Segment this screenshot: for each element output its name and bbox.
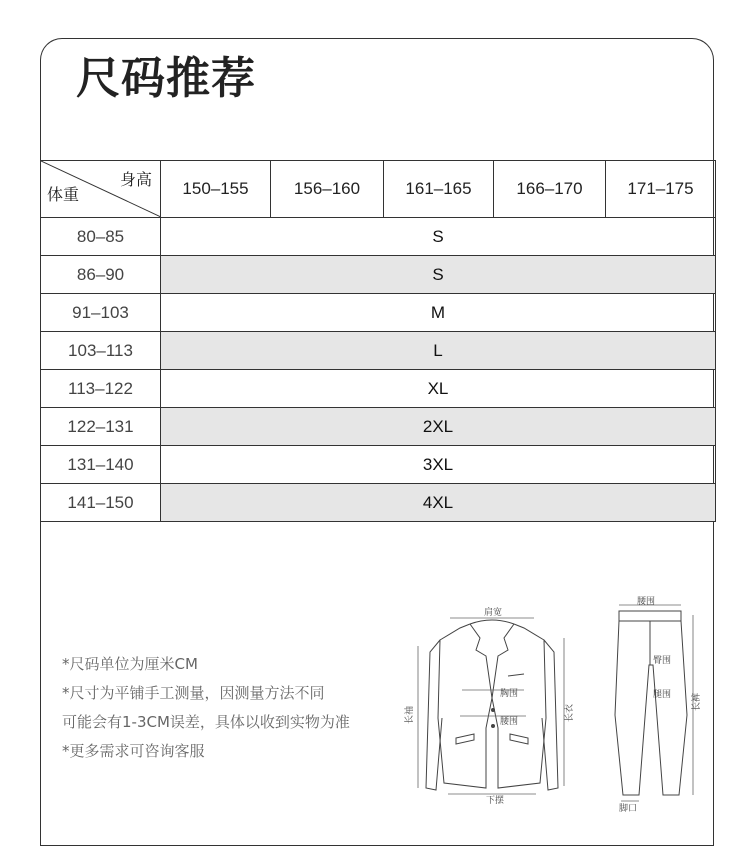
- jacket-waist-label: 腰围: [500, 717, 519, 727]
- table-row: [41, 218, 716, 256]
- size-cell: 3XL: [161, 446, 716, 484]
- pants-length-label: 长裤: [692, 692, 702, 711]
- size-cell: XL: [161, 370, 716, 408]
- weight-cell: 91–103: [41, 294, 161, 332]
- height-column-header: 171–175: [606, 161, 716, 218]
- weight-header-label: 体重: [47, 185, 80, 204]
- height-column-header: 156–160: [271, 161, 384, 218]
- size-cell: 2XL: [161, 408, 716, 446]
- height-column-header: 150–155: [161, 161, 271, 218]
- weight-cell: 103–113: [41, 332, 161, 370]
- table-header-row: [41, 161, 716, 218]
- diagonal-header-cell: [41, 161, 161, 218]
- height-column-header: 166–170: [494, 161, 606, 218]
- size-cell: 4XL: [161, 484, 716, 522]
- jacket-length-label: 长衣: [565, 703, 575, 722]
- jacket-sleeve-label: 长袖: [405, 705, 415, 724]
- table-row: [41, 446, 716, 484]
- table-row: [41, 294, 716, 332]
- notes-block: [62, 650, 350, 766]
- pants-diagram: [605, 595, 705, 815]
- note-line: 可能会有1-3CM误差，具体以收到实物为准: [62, 713, 350, 731]
- jacket-shoulder-label: 肩宽: [484, 608, 503, 618]
- weight-cell: 122–131: [41, 408, 161, 446]
- weight-cell: 131–140: [41, 446, 161, 484]
- pants-leg-opening-label: 脚口: [619, 804, 638, 814]
- note-line: *尺寸为平铺手工测量，因测量方法不同: [62, 684, 325, 702]
- table-row: [41, 484, 716, 522]
- note-line: *尺码单位为厘米CM: [62, 655, 198, 673]
- table-row: [41, 370, 716, 408]
- frame-bottom-line: [40, 845, 714, 846]
- weight-cell: 141–150: [41, 484, 161, 522]
- height-column-header: 161–165: [384, 161, 494, 218]
- size-cell: S: [161, 256, 716, 294]
- size-cell: L: [161, 332, 716, 370]
- jacket-diagram: [400, 598, 585, 808]
- weight-cell: 113–122: [41, 370, 161, 408]
- size-cell: M: [161, 294, 716, 332]
- weight-cell: 86–90: [41, 256, 161, 294]
- size-table: [40, 160, 716, 522]
- size-cell: S: [161, 218, 716, 256]
- weight-cell: 80–85: [41, 218, 161, 256]
- jacket-hem-label: 下摆: [486, 796, 505, 806]
- jacket-chest-label: 胸围: [500, 689, 519, 699]
- page-title: 尺码推荐: [76, 53, 256, 104]
- note-line: *更多需求可咨询客服: [62, 742, 205, 760]
- table-row: [41, 332, 716, 370]
- table-row: [41, 256, 716, 294]
- pants-waist-label: 腰围: [637, 597, 656, 607]
- pants-thigh-label: 腿围: [653, 690, 672, 700]
- pants-hip-label: 臀围: [653, 656, 672, 666]
- height-header-label: 身高: [119, 170, 152, 189]
- table-row: [41, 408, 716, 446]
